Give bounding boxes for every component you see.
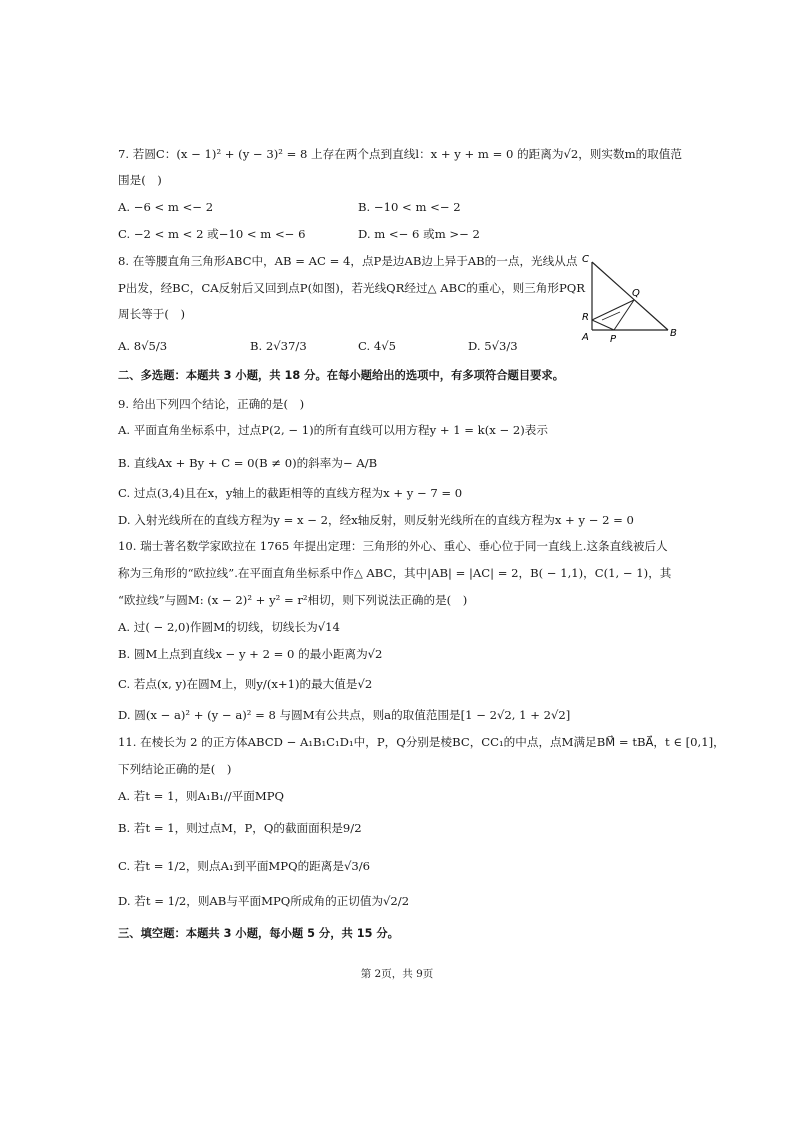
- q7-option-c: C. −2 < m < 2 或−10 < m <− 6: [118, 227, 306, 241]
- section-2-heading: 二、多选题：本题共 3 小题，共 18 分。在每小题给出的选项中，有多项符合题目要求。: [118, 369, 565, 382]
- label-q: Q: [632, 288, 640, 299]
- section-3-heading: 三、填空题：本题共 3 小题，每小题 5 分，共 15 分。: [118, 927, 399, 940]
- q9-option-d: D. 入射光线所在的直线方程为y = x − 2，经x轴反射，则反射光线所在的直线方程为x + y − 2 = 0: [118, 513, 634, 527]
- q10-option-b: B. 圆M上点到直线x − y + 2 = 0 的最小距离为√2: [118, 647, 383, 661]
- q8-stem-line2: P出发，经BC，CA反射后又回到点P(如图)，若光线QR经过△ ABC的重心，则三角形PQR: [118, 281, 585, 295]
- q11-stem-line1: 11. 在棱长为 2 的正方体ABCD − A₁B₁C₁D₁中，P，Q分别是棱BC，CC₁的中点，点M满足BM⃗ = tBA⃗，t ∈ [0,1]，: [118, 735, 725, 749]
- q10-option-a: A. 过( − 2,0)作圆M的切线，切线长为√14: [118, 620, 340, 634]
- q10-option-c: C. 若点(x, y)在圆M上，则y/(x+1)的最大值是√2: [118, 677, 373, 691]
- q8-triangle-figure: [580, 250, 680, 345]
- q10-stem-line3: “欧拉线”与圆M: (x − 2)² + y² = r²相切，则下列说法正确的是( ): [118, 593, 468, 607]
- q9-option-c: C. 过点(3,4)且在x，y轴上的截距相等的直线方程为x + y − 7 = 0: [118, 486, 463, 500]
- label-b: B: [670, 328, 677, 339]
- q8-stem-line3: 周长等于( ): [118, 307, 186, 321]
- q7-option-d: D. m <− 6 或m >− 2: [358, 227, 480, 241]
- q7-stem-line1: 7. 若圆C：(x − 1)² + (y − 3)² = 8 上存在两个点到直线l：x + y + m = 0 的距离为√2，则实数m的取值范: [118, 147, 682, 161]
- q8-option-c: C. 4√5: [358, 339, 396, 353]
- q10-stem-line1: 10. 瑞士著名数学家欧拉在 1765 年提出定理：三角形的外心、重心、垂心位于同一直线上.这条直线被后人: [118, 539, 668, 553]
- label-r: R: [582, 312, 589, 323]
- label-p: P: [610, 334, 617, 345]
- page-footer: 第 2页，共 9页: [360, 968, 434, 980]
- q11-option-c: C. 若t = 1/2，则点A₁到平面MPQ的距离是√3/6: [118, 859, 371, 873]
- q11-option-b: B. 若t = 1，则过点M，P，Q的截面面积是9/2: [118, 821, 362, 835]
- arrow-shaft: [602, 312, 620, 320]
- q8-option-b: B. 2√37/3: [250, 339, 307, 353]
- q11-stem-line2: 下列结论正确的是( ): [118, 762, 232, 776]
- label-c: C: [582, 254, 589, 265]
- q10-option-d: D. 圆(x − a)² + (y − a)² = 8 与圆M有公共点，则a的取值范围是[1 − 2√2, 1 + 2√2]: [118, 708, 571, 722]
- q11-option-a: A. 若t = 1，则A₁B₁//平面MPQ: [118, 789, 285, 803]
- label-a: A: [582, 332, 589, 343]
- q7-option-a: A. −6 < m <− 2: [118, 200, 214, 214]
- q11-option-d: D. 若t = 1/2，则AB与平面MPQ所成角的正切值为√2/2: [118, 894, 410, 908]
- segment-rp: [592, 320, 614, 330]
- q8-option-d: D. 5√3/3: [468, 339, 518, 353]
- q8-option-a: A. 8√5/3: [118, 339, 168, 353]
- q7-stem-line2: 围是( ): [118, 173, 162, 187]
- q7-option-b: B. −10 < m <− 2: [358, 200, 461, 214]
- q10-stem-line2: 称为三角形的“欧拉线”.在平面直角坐标系中作△ ABC，其中|AB| = |AC| = 2，B( − 1,1)，C(1, − 1)，其: [118, 566, 672, 580]
- q9-option-a: A. 平面直角坐标系中，过点P(2, − 1)的所有直线可以用方程y + 1 = k(x − 2)表示: [118, 423, 548, 437]
- q8-stem-line1: 8. 在等腰直角三角形ABC中，AB = AC = 4，点P是边AB边上异于AB的一点，光线从点: [118, 254, 578, 268]
- q9-stem: 9. 给出下列四个结论，正确的是( ): [118, 397, 305, 411]
- q9-option-b: B. 直线Ax + By + C = 0(B ≠ 0)的斜率为− A/B: [118, 456, 378, 470]
